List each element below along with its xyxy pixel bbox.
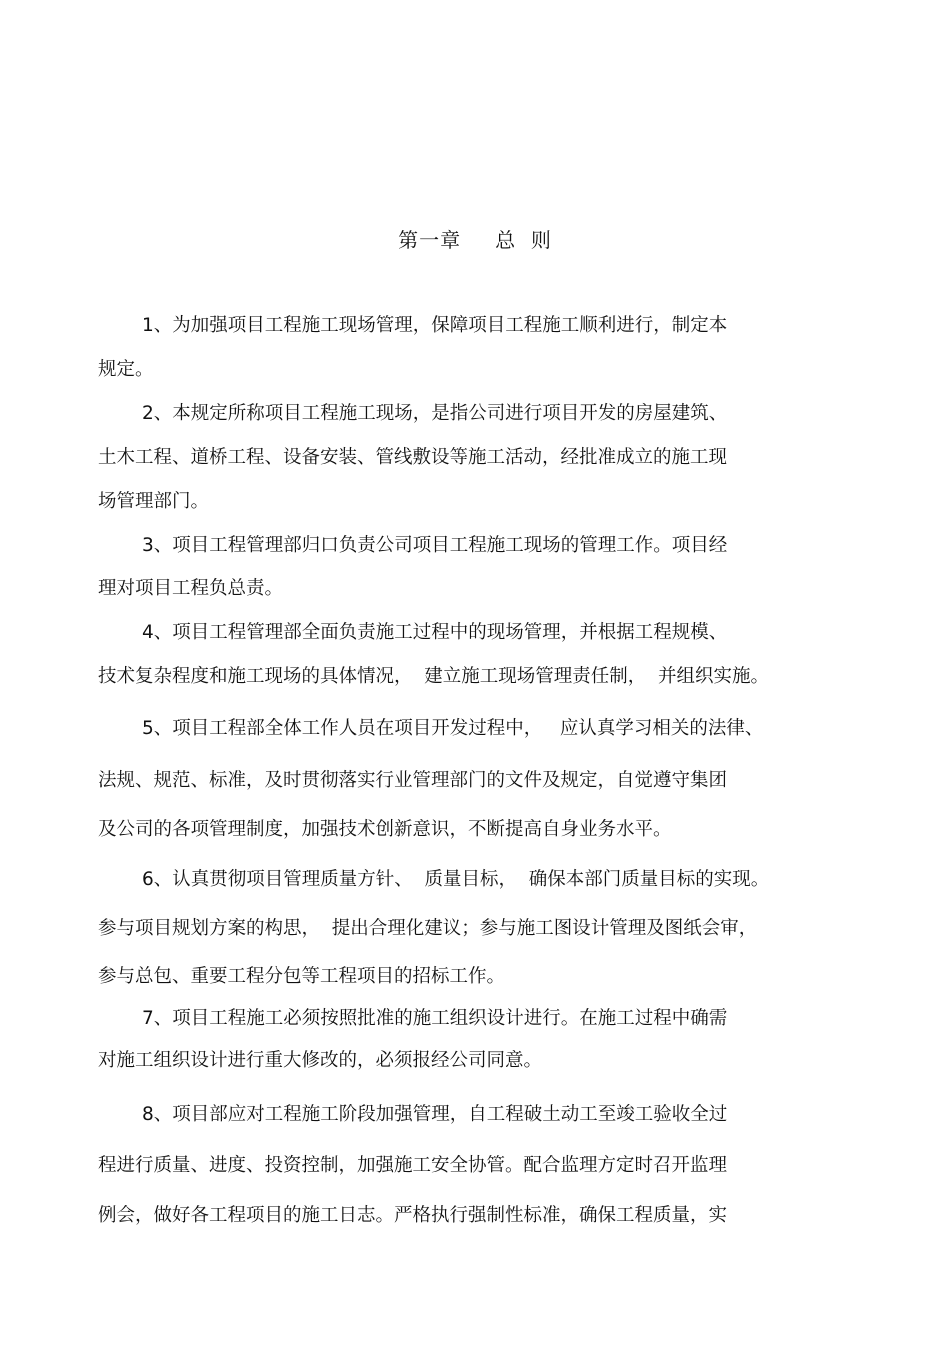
paragraph-5-line-1: 5、项目工程部全体工作人员在项目开发过程中， 应认真学习相关的法律、: [142, 718, 764, 739]
paragraph-5-line-3: 及公司的各项管理制度，加强技术创新意识，不断提高自身业务水平。: [98, 819, 672, 840]
paragraph-2-line-3: 场管理部门。: [98, 491, 210, 512]
paragraph-4-line-1: 4、项目工程管理部全面负责施工过程中的现场管理，并根据工程规模、: [142, 622, 728, 643]
chapter-number: 第一章: [398, 228, 462, 252]
paragraph-3-line-2: 理对项目工程负总责。: [98, 578, 284, 599]
chapter-name: 总 则: [495, 228, 552, 252]
paragraph-4-line-2: 技术复杂程度和施工现场的具体情况， 建立施工现场管理责任制， 并组织实施。: [98, 666, 770, 687]
paragraph-8-line-2: 程进行质量、进度、投资控制，加强施工安全协管。配合监理方定时召开监理: [98, 1155, 728, 1176]
paragraph-2-line-2: 土木工程、道桥工程、设备安装、管线敷设等施工活动，经批准成立的施工现: [98, 447, 728, 468]
paragraph-1-line-1: 1、为加强项目工程施工现场管理，保障项目工程施工顺利进行，制定本: [142, 315, 728, 336]
paragraph-8-line-3: 例会，做好各工程项目的施工日志。严格执行强制性标准，确保工程质量，实: [98, 1205, 728, 1226]
paragraph-7-line-1: 7、项目工程施工必须按照批准的施工组织设计进行。在施工过程中确需: [142, 1008, 728, 1029]
paragraph-6-line-2: 参与项目规划方案的构思， 提出合理化建议；参与施工图设计管理及图纸会审，: [98, 918, 758, 939]
paragraph-8-line-1: 8、项目部应对工程施工阶段加强管理，自工程破土动工至竣工验收全过: [142, 1104, 728, 1125]
paragraph-6-line-1: 6、认真贯彻项目管理质量方针、 质量目标， 确保本部门质量目标的实现。: [142, 869, 770, 890]
paragraph-3-line-1: 3、项目工程管理部归口负责公司项目工程施工现场的管理工作。项目经: [142, 535, 728, 556]
paragraph-7-line-2: 对施工组织设计进行重大修改的，必须报经公司同意。: [98, 1050, 543, 1071]
chapter-title: [0, 226, 950, 254]
paragraph-1-line-2: 规定。: [98, 359, 154, 380]
paragraph-2-line-1: 2、本规定所称项目工程施工现场，是指公司进行项目开发的房屋建筑、: [142, 403, 728, 424]
paragraph-5-line-2: 法规、规范、标准，及时贯彻落实行业管理部门的文件及规定，自觉遵守集团: [98, 770, 728, 791]
paragraph-6-line-3: 参与总包、重要工程分包等工程项目的招标工作。: [98, 966, 506, 987]
